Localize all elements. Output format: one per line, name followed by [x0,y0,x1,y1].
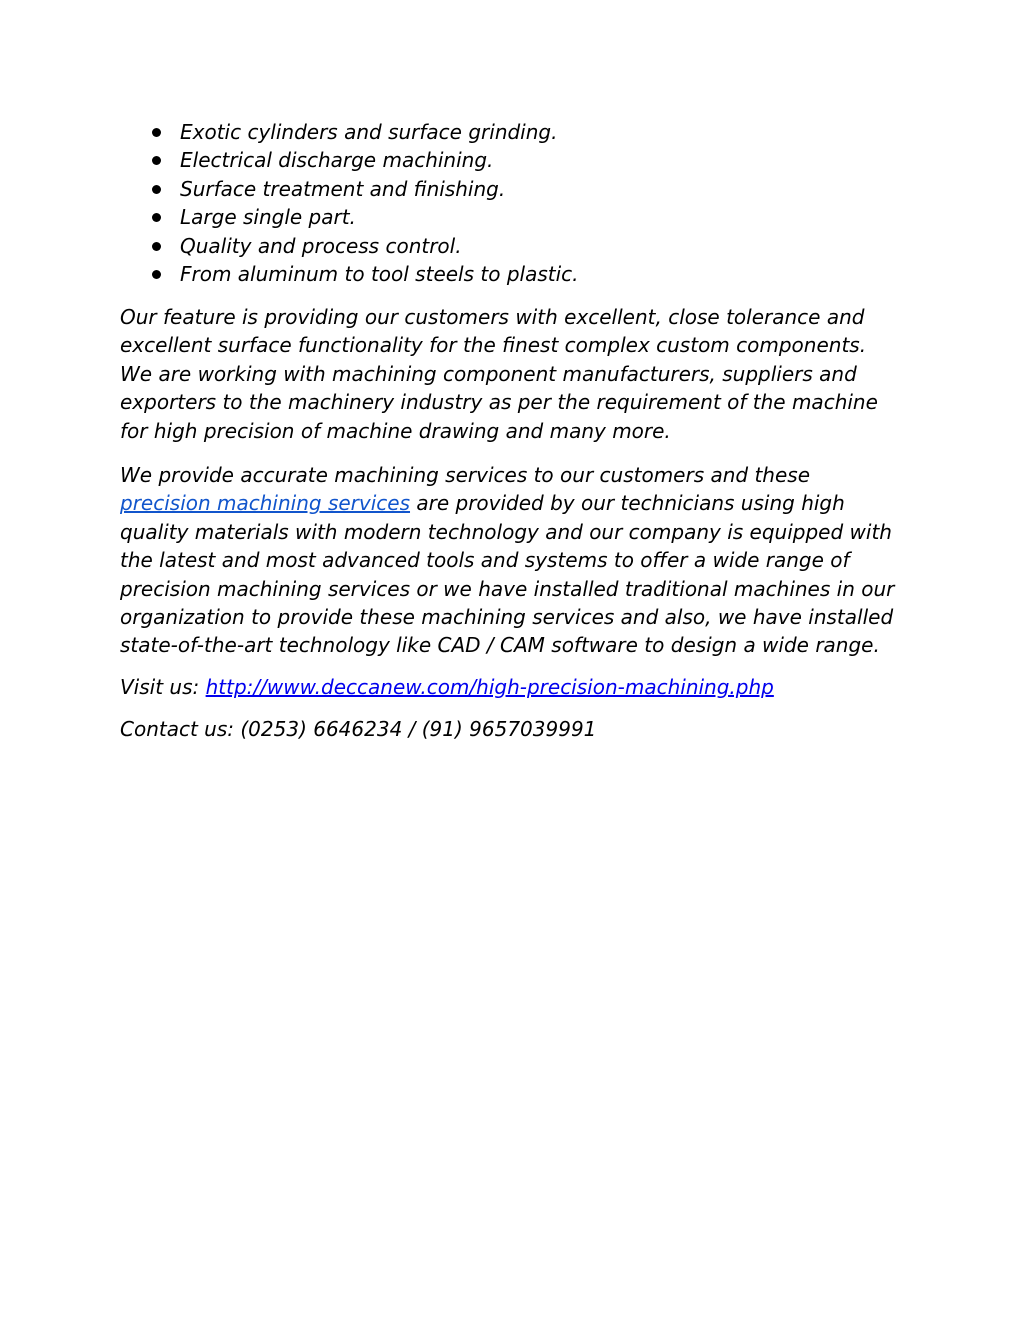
bullet-icon [152,128,161,137]
paragraph-line: for high precision of machine drawing and many more. [120,418,671,443]
precision-machining-services-link[interactable]: precision machining services [120,491,411,516]
paragraph-line: state-of-the-art technology like CAD / CAM software to design a wide range. [120,633,880,658]
bullet-icon [152,270,161,279]
list-item-text: Surface treatment and finishing. [180,176,506,201]
contact-line: Contact us: (0253) 6646234 / (91) 9657039991 [120,717,597,741]
paragraph-line: exporters to the machinery industry as per the requirement of the machine [120,390,878,415]
paragraph-line: precision machining services or we have installed traditional machines in our [120,576,895,601]
paragraph-line: We are working with machining component manufacturers, suppliers and [120,361,857,386]
bullet-icon [152,213,161,222]
list-item-text: Quality and process control. [180,233,462,258]
paragraph-line: excellent surface functionality for the finest complex custom components. [120,333,867,358]
list-item-text: Large single part. [180,205,356,230]
bullet-icon [152,156,161,165]
list-item-text: From aluminum to tool steels to plastic. [180,261,579,286]
paragraph-line-rest: are provided by our technicians using high [410,491,845,516]
visit-line [120,673,920,701]
paragraph-line-with-link [120,489,920,517]
bullet-icon [152,185,161,194]
feature-paragraph [120,303,920,445]
paragraph-line: Our feature is providing our customers with excellent, close tolerance and [120,305,865,329]
services-paragraph [120,461,920,660]
list-item-text: Exotic cylinders and surface grinding. [180,120,558,144]
list-item-text: Electrical discharge machining. [180,148,494,173]
paragraph-line: We provide accurate machining services to our customers and these [120,463,811,487]
paragraph-line: organization to provide these machining services and also, we have installed [120,604,894,629]
visit-label: Visit us: [120,675,206,699]
paragraph-line: the latest and most advanced tools and systems to offer a wide range of [120,548,850,573]
paragraph-line: quality materials with modern technology and our company is equipped with [120,519,892,544]
bullet-icon [152,242,161,251]
website-url-link[interactable]: http://www.deccanew.com/high-precision-machining.php [205,675,774,699]
